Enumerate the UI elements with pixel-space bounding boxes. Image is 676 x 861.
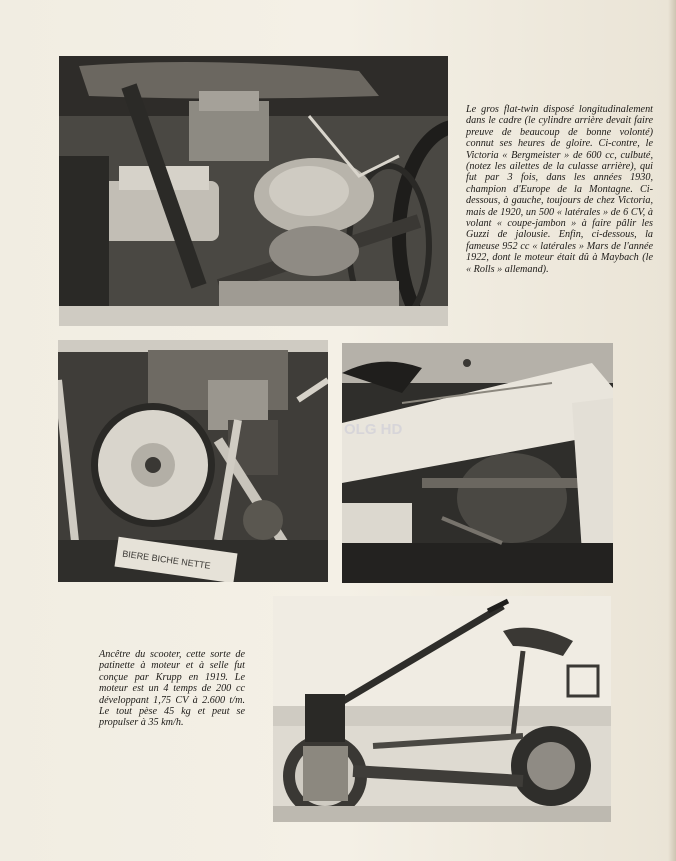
photo-krupp-scooter: [273, 596, 611, 822]
plaque-label: BIERE BICHE NETTE: [121, 548, 212, 571]
photo-victoria-bergmeister: [59, 56, 448, 326]
photo-victoria-500: [58, 340, 328, 582]
page-edge: [668, 0, 676, 861]
caption-victoria-mars: Le gros flat-twin disposé longitudinalement dans le cadre (le cylindre arrière devait faire preuve de beaucoup de bonne volonté) connut ses heures de gloire. Ci-contre, le Victoria « Bergmeister » de 600 cc, culbuté, (notez les ailettes de la culasse arrière), qui fut par 3 fois, dans les années 1930, champion d'Europe de la Montagne. Ci-dessous, à gauche, toujours de chez Victoria, mais de 1920, un 500 « latérales » de 6 CV, à volant « coupe-jambon » à faire pâlir les Guzzi de jalousie. Enfin, ci-dessous, la fameuse 952 cc « latérales » Mars de l'année 1922, dont le moteur était dû à Maybach (le « Rolls » allemand).: [466, 104, 653, 275]
photo-mars-952: [342, 343, 613, 583]
watermark-label: OLG HD: [344, 421, 403, 438]
caption-krupp-scooter: Ancêtre du scooter, cette sorte de patinette à moteur et à selle fut conçue par Krupp en 1919. Le moteur est un 4 temps de 200 cc développant 1,75 CV à 2.600 t/m. Le tout pèse 45 kg et peut se propulser à 35 km/h.: [99, 649, 245, 729]
